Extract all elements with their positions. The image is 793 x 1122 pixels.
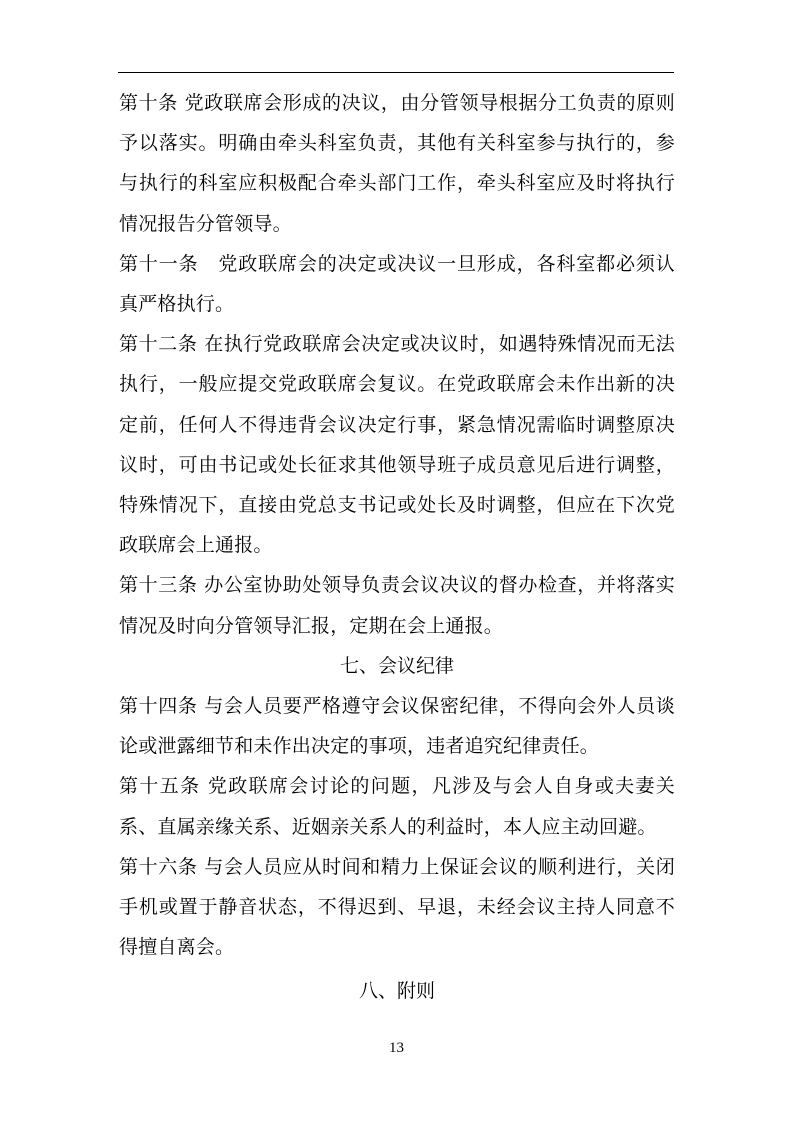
article-15: 第十五条 党政联席会讨论的问题，凡涉及与会人自身或夫妻关系、直属亲缘关系、近姻亲关系人的利益时，本人应主动回避。 [119,775,675,838]
article-11: 第十一条 党政联席会的决定或决议一旦形成，各科室都必须认真严格执行。 [119,252,675,316]
section-title-meeting-discipline: 七、会议纪律 [339,654,454,677]
article-10: 第十条 党政联席会形成的决议，由分管领导根据分工负责的原则予以落实。明确由牵头科室负责，其他有关科室参与执行的，参与执行的科室应积极配合牵头部门工作，牵头科室应及时将执行情况报告分管领导。 [119,92,675,235]
article-14: 第十四条 与会人员要严格遵守会议保密纪律，不得向会外人员谈论或泄露细节和未作出决定的事项，违者追究纪律责任。 [119,695,675,758]
article-13: 第十三条 办公室协助处领导负责会议决议的督办检查，并将落实情况及时向分管领导汇报，定期在会上通报。 [119,574,675,637]
article-12: 第十二条 在执行党政联席会决定或决议时，如遇特殊情况而无法执行，一般应提交党政联席会复议。在党政联席会未作出新的决定前，任何人不得违背会议决定行事，紧急情况需临时调整原决议时，可由书记或处长征求其他领导班子成员意见后进行调整，特殊情况下，直接由党总支书记或处长及时调整，但应在下次党政联席会上通报。 [119,333,675,557]
document-body [119,83,675,1012]
section-title-supplementary-provisions: 八、附则 [358,980,435,1003]
header-rule [118,72,674,73]
page-number: 13 [389,1040,404,1056]
article-16: 第十六条 与会人员应从时间和精力上保证会议的顺利进行，关闭手机或置于静音状态，不得迟到、早退，未经会议主持人同意不得擅自离会。 [119,855,675,959]
